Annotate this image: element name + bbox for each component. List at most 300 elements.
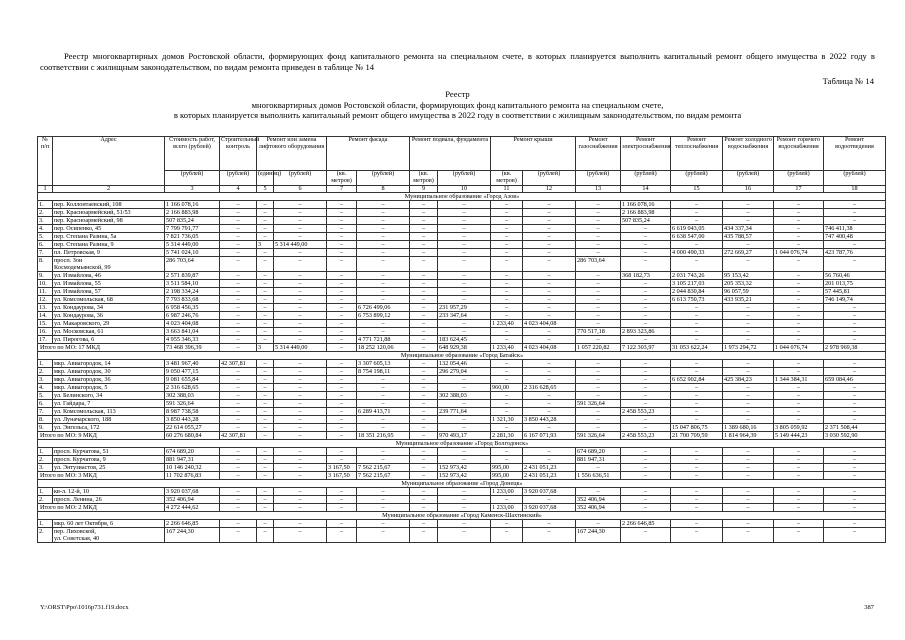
table-cell: –: [723, 392, 774, 400]
unit-cell: (рублей): [621, 171, 671, 186]
row-number: 4.: [38, 384, 53, 392]
total-cell: –: [257, 432, 274, 440]
table-cell: –: [438, 456, 491, 464]
table-cell: –: [410, 416, 438, 424]
table-cell: 302 388,03: [165, 392, 220, 400]
table-cell: –: [327, 249, 357, 257]
table-cell: 4 771 721,88: [357, 336, 410, 344]
table-cell: –: [438, 320, 491, 328]
table-cell: –: [723, 312, 774, 320]
table-cell: –: [327, 368, 357, 376]
table-cell: 960,00: [491, 384, 523, 392]
table-cell: –: [410, 400, 438, 408]
table-cell: –: [491, 233, 523, 241]
address-line-2: Космодемьянской, 99: [54, 264, 111, 272]
table-cell: –: [274, 233, 327, 241]
table-cell: –: [523, 241, 576, 249]
table-cell: –: [257, 320, 274, 328]
row-number: 7.: [38, 249, 53, 257]
address-cell: пер. Коллонтаевский, 108: [53, 201, 165, 209]
address-cell: ул. Пирогова, 6: [53, 336, 165, 344]
table-cell: –: [824, 368, 886, 376]
table-cell: –: [621, 448, 671, 456]
total-cell: –: [357, 504, 410, 512]
table-cell: –: [410, 280, 438, 288]
municipality-header-row: [38, 512, 886, 520]
total-cell: 3 030 592,90: [824, 432, 886, 440]
table-cell: 3 850 443,28: [165, 416, 220, 424]
table-cell: –: [824, 304, 886, 312]
column-number-cell: 2: [53, 185, 165, 193]
table-cell: –: [274, 225, 327, 233]
total-cell: 6 167 071,93: [523, 432, 576, 440]
table-cell: 3 167,50: [327, 464, 357, 472]
table-cell: –: [410, 448, 438, 456]
table-cell: 746 411,38: [824, 225, 886, 233]
table-cell: 770 517,18: [576, 328, 621, 336]
table-cell: 201 013,75: [824, 280, 886, 288]
table-cell: 2 266 646,85: [165, 520, 220, 528]
table-cell: –: [410, 376, 438, 384]
table-row: [38, 424, 886, 432]
table-cell: 1 344 384,31: [774, 376, 824, 384]
row-number: 14.: [38, 312, 53, 320]
table-cell: –: [523, 288, 576, 296]
table-cell: –: [220, 312, 257, 320]
table-cell: –: [723, 209, 774, 217]
address-cell: ул. Макаровского, 29: [53, 320, 165, 328]
registry-table: [37, 136, 886, 543]
table-cell: –: [576, 416, 621, 424]
table-cell: –: [723, 408, 774, 416]
table-cell: –: [523, 209, 576, 217]
col-control-header: Строительный контроль: [220, 137, 257, 171]
table-cell: –: [327, 320, 357, 328]
table-cell: –: [824, 328, 886, 336]
total-cell: –: [257, 472, 274, 480]
table-cell: –: [621, 456, 671, 464]
table-cell: –: [491, 201, 523, 209]
table-cell: 272 669,27: [723, 249, 774, 257]
table-cell: –: [621, 280, 671, 288]
table-cell: 57 445,81: [824, 288, 886, 296]
total-cell: 11 702 876,83: [165, 472, 220, 480]
table-cell: 6 638 547,00: [671, 233, 723, 241]
table-cell: –: [220, 241, 257, 249]
table-cell: –: [774, 400, 824, 408]
table-cell: –: [438, 496, 491, 504]
table-cell: –: [274, 209, 327, 217]
table-cell: 423 787,76: [824, 249, 886, 257]
table-cell: –: [723, 368, 774, 376]
table-cell: 881 947,31: [576, 456, 621, 464]
table-cell: –: [576, 336, 621, 344]
table-cell: –: [576, 312, 621, 320]
table-cell: –: [774, 456, 824, 464]
table-cell: –: [438, 209, 491, 217]
table-cell: –: [274, 384, 327, 392]
table-cell: –: [824, 496, 886, 504]
address-cell: ул. Белинского, 34: [53, 392, 165, 400]
table-cell: –: [576, 241, 621, 249]
table-cell: –: [410, 312, 438, 320]
table-cell: –: [410, 488, 438, 496]
table-cell: –: [438, 249, 491, 257]
table-cell: 3 663 841,04: [165, 328, 220, 336]
table-body: [38, 193, 886, 543]
table-cell: –: [438, 328, 491, 336]
column-number-row: [38, 185, 886, 193]
unit-cell: (рублей): [220, 171, 257, 186]
table-cell: –: [327, 408, 357, 416]
row-number: 9.: [38, 424, 53, 432]
table-cell: –: [723, 257, 774, 272]
table-cell: 205 353,32: [723, 280, 774, 288]
table-cell: 435 788,57: [723, 233, 774, 241]
total-cell: –: [410, 432, 438, 440]
table-title: Реестр многоквартирных домов Ростовской области, формирующих фонд капитального ремонта на специальном счете, в которых планируется выполнить капитальный ремонт общего имущества в 2022 году в соответствии с жилищным законодательством, по видам ремонта: [173, 89, 742, 120]
total-cell: –: [410, 344, 438, 352]
total-cell: 2 281,30: [491, 432, 523, 440]
table-cell: –: [523, 360, 576, 368]
total-cell: –: [824, 504, 886, 512]
table-cell: –: [357, 496, 410, 504]
table-cell: –: [438, 296, 491, 304]
table-cell: –: [410, 225, 438, 233]
table-cell: –: [621, 464, 671, 472]
table-cell: –: [491, 408, 523, 416]
table-cell: –: [576, 209, 621, 217]
total-cell: 1 057 220,82: [576, 344, 621, 352]
table-cell: –: [671, 209, 723, 217]
total-cell: 7 122 303,97: [621, 344, 671, 352]
table-cell: –: [274, 392, 327, 400]
table-cell: –: [523, 496, 576, 504]
table-cell: –: [257, 368, 274, 376]
table-cell: –: [523, 304, 576, 312]
table-head: [38, 137, 886, 193]
table-cell: –: [220, 408, 257, 416]
table-row: [38, 520, 886, 528]
table-cell: –: [257, 384, 274, 392]
table-cell: –: [723, 496, 774, 504]
table-cell: –: [523, 408, 576, 416]
table-cell: –: [671, 257, 723, 272]
table-cell: –: [774, 488, 824, 496]
table-cell: –: [671, 201, 723, 209]
table-cell: 1 166 078,16: [621, 201, 671, 209]
table-cell: –: [491, 312, 523, 320]
unit-cell: (кв. метров): [491, 171, 523, 186]
table-row: [38, 456, 886, 464]
table-cell: –: [327, 416, 357, 424]
table-cell: –: [621, 392, 671, 400]
table-cell: 5 314 449,00: [165, 241, 220, 249]
table-cell: –: [774, 528, 824, 543]
table-cell: –: [671, 448, 723, 456]
table-cell: –: [774, 368, 824, 376]
table-cell: –: [438, 384, 491, 392]
total-cell: 31 053 622,24: [671, 344, 723, 352]
table-cell: –: [491, 280, 523, 288]
row-number: 6.: [38, 400, 53, 408]
address-cell: пер. Осипенко, 45: [53, 225, 165, 233]
table-cell: –: [438, 272, 491, 280]
table-cell: –: [621, 296, 671, 304]
table-row: [38, 408, 886, 416]
row-number: 17.: [38, 336, 53, 344]
table-cell: –: [723, 336, 774, 344]
address-cell: просп. Курчатова, 51: [53, 448, 165, 456]
row-number: 2.: [38, 528, 53, 543]
table-cell: –: [220, 209, 257, 217]
row-number: 8.: [38, 416, 53, 424]
table-cell: –: [491, 209, 523, 217]
table-cell: –: [274, 488, 327, 496]
table-cell: –: [491, 304, 523, 312]
table-cell: 10 146 240,32: [165, 464, 220, 472]
table-cell: –: [523, 448, 576, 456]
table-cell: –: [671, 496, 723, 504]
table-cell: 286 703,64: [576, 257, 621, 272]
table-cell: –: [723, 464, 774, 472]
unit-cell: (рублей): [357, 171, 410, 186]
total-cell: –: [410, 472, 438, 480]
address-line-2: ул. Советская, 40: [54, 535, 100, 543]
table-cell: –: [357, 400, 410, 408]
table-cell: –: [257, 376, 274, 384]
table-cell: 6 987 246,76: [165, 312, 220, 320]
table-cell: –: [410, 456, 438, 464]
total-cell: –: [774, 472, 824, 480]
table-cell: 6 652 902,84: [671, 376, 723, 384]
table-row: [38, 209, 886, 217]
total-cell: –: [621, 504, 671, 512]
row-number: 2.: [38, 456, 53, 464]
unit-cell: (рублей): [165, 171, 220, 186]
table-cell: –: [327, 424, 357, 432]
address-cell: ул. Измайлова, 57: [53, 288, 165, 296]
table-cell: –: [523, 392, 576, 400]
table-cell: –: [824, 209, 886, 217]
unit-cell: (рублей): [523, 171, 576, 186]
table-cell: 3 920 037,68: [165, 488, 220, 496]
table-cell: –: [220, 320, 257, 328]
table-cell: 8 987 738,58: [165, 408, 220, 416]
table-cell: –: [491, 368, 523, 376]
table-cell: –: [621, 249, 671, 257]
total-cell: –: [274, 504, 327, 512]
table-cell: –: [723, 201, 774, 209]
table-cell: 132 054,46: [438, 360, 491, 368]
table-row: [38, 368, 886, 376]
total-cell: 3: [257, 344, 274, 352]
total-label: Итого по МО: 3 МКД: [38, 472, 165, 480]
total-cell: 2 458 553,23: [621, 432, 671, 440]
table-cell: –: [220, 368, 257, 376]
table-cell: –: [327, 296, 357, 304]
table-cell: –: [621, 233, 671, 241]
table-cell: –: [774, 464, 824, 472]
total-cell: –: [621, 472, 671, 480]
table-cell: –: [491, 360, 523, 368]
address-line-1: пер. Лиховской,: [54, 528, 96, 536]
col-facade-header: Ремонт фасада: [327, 137, 410, 171]
column-number-cell: 4: [220, 185, 257, 193]
table-row: [38, 304, 886, 312]
table-cell: –: [621, 241, 671, 249]
table-cell: –: [576, 464, 621, 472]
table-cell: 507 835,24: [621, 217, 671, 225]
table-cell: –: [220, 424, 257, 432]
table-row: [38, 249, 886, 257]
table-cell: –: [671, 336, 723, 344]
table-cell: 1 233,00: [491, 488, 523, 496]
table-row: [38, 288, 886, 296]
table-cell: –: [274, 288, 327, 296]
column-number-cell: 3: [165, 185, 220, 193]
table-cell: –: [410, 272, 438, 280]
table-cell: –: [410, 304, 438, 312]
table-row: [38, 217, 886, 225]
table-cell: 167 244,30: [576, 528, 621, 543]
table-cell: –: [438, 225, 491, 233]
table-cell: 2 166 883,98: [621, 209, 671, 217]
table-cell: –: [257, 424, 274, 432]
row-number: 1.: [38, 201, 53, 209]
table-cell: –: [410, 424, 438, 432]
total-cell: 1 973 294,72: [723, 344, 774, 352]
table-cell: –: [774, 496, 824, 504]
table-cell: –: [274, 456, 327, 464]
table-cell: –: [220, 304, 257, 312]
table-cell: –: [523, 296, 576, 304]
table-cell: –: [274, 520, 327, 528]
table-cell: –: [621, 257, 671, 272]
table-cell: 6 619 043,05: [671, 225, 723, 233]
table-cell: 9 050 477,15: [165, 368, 220, 376]
table-cell: –: [621, 528, 671, 543]
table-cell: –: [274, 304, 327, 312]
address-cell: ул. Комсомольская, 68: [53, 296, 165, 304]
table-cell: –: [723, 456, 774, 464]
total-cell: 648 929,38: [438, 344, 491, 352]
municipality-total-row: [38, 504, 886, 512]
row-number: 1.: [38, 520, 53, 528]
table-cell: –: [621, 320, 671, 328]
table-cell: –: [523, 456, 576, 464]
table-cell: –: [274, 496, 327, 504]
total-cell: 1 814 964,39: [723, 432, 774, 440]
table-row: [38, 464, 886, 472]
table-cell: –: [491, 249, 523, 257]
row-number: 5.: [38, 392, 53, 400]
table-cell: –: [621, 400, 671, 408]
table-cell: –: [723, 304, 774, 312]
total-cell: –: [671, 504, 723, 512]
table-cell: –: [576, 360, 621, 368]
table-cell: –: [220, 288, 257, 296]
address-cell: мкр. Авиагородок, 30: [53, 368, 165, 376]
table-cell: –: [774, 392, 824, 400]
table-cell: 674 689,20: [165, 448, 220, 456]
table-cell: –: [410, 528, 438, 543]
table-cell: 1 044 076,74: [774, 249, 824, 257]
table-cell: –: [576, 320, 621, 328]
table-cell: 56 760,46: [824, 272, 886, 280]
unit-cell: (рублей): [824, 171, 886, 186]
table-cell: –: [220, 416, 257, 424]
table-cell: –: [274, 400, 327, 408]
column-number-cell: 14: [621, 185, 671, 193]
total-cell: 1 044 076,74: [774, 344, 824, 352]
table-cell: –: [824, 448, 886, 456]
table-cell: –: [220, 280, 257, 288]
total-cell: –: [410, 504, 438, 512]
row-number: 16.: [38, 328, 53, 336]
table-cell: –: [491, 456, 523, 464]
table-cell: –: [824, 201, 886, 209]
municipality-name: Муниципальное образование «Город Азов»: [38, 193, 886, 201]
row-number: 13.: [38, 304, 53, 312]
table-cell: –: [723, 400, 774, 408]
unit-cell: (единиц): [257, 171, 274, 186]
municipality-name: Муниципальное образование «Город Каменск-Шахтинский»: [38, 512, 886, 520]
table-cell: –: [220, 249, 257, 257]
table-number: Таблица № 14: [822, 76, 874, 86]
table-cell: –: [671, 384, 723, 392]
address-cell: ул. Кондаурова, 36: [53, 312, 165, 320]
table-cell: –: [410, 233, 438, 241]
municipality-total-row: [38, 344, 886, 352]
table-cell: –: [327, 528, 357, 543]
table-cell: –: [824, 312, 886, 320]
table-cell: –: [523, 400, 576, 408]
col-num-header: № п/п: [38, 137, 53, 186]
table-cell: –: [327, 376, 357, 384]
total-cell: –: [274, 432, 327, 440]
total-cell: 2 431 051,23: [523, 472, 576, 480]
col-drain-header: Ремонт водоотведения: [824, 137, 886, 171]
table-row: [38, 488, 886, 496]
table-cell: –: [257, 464, 274, 472]
table-cell: –: [774, 280, 824, 288]
table-cell: –: [257, 328, 274, 336]
column-number-cell: 11: [491, 185, 523, 193]
table-cell: –: [824, 528, 886, 543]
table-cell: 3 850 443,28: [523, 416, 576, 424]
table-cell: –: [774, 241, 824, 249]
table-cell: –: [357, 249, 410, 257]
table-cell: 286 703,64: [165, 257, 220, 272]
table-cell: 881 947,31: [165, 456, 220, 464]
table-cell: –: [410, 408, 438, 416]
table-cell: –: [774, 384, 824, 392]
total-cell: 1 556 636,51: [576, 472, 621, 480]
address-cell: ул. Кондаурова, 34: [53, 304, 165, 312]
table-cell: –: [723, 320, 774, 328]
table-cell: –: [438, 528, 491, 543]
table-cell: –: [327, 201, 357, 209]
table-cell: –: [357, 416, 410, 424]
table-cell: –: [491, 217, 523, 225]
table-cell: –: [774, 217, 824, 225]
table-cell: 2 198 334,24: [165, 288, 220, 296]
column-number-cell: 7: [327, 185, 357, 193]
table-cell: –: [671, 464, 723, 472]
table-cell: –: [220, 233, 257, 241]
table-cell: –: [257, 304, 274, 312]
